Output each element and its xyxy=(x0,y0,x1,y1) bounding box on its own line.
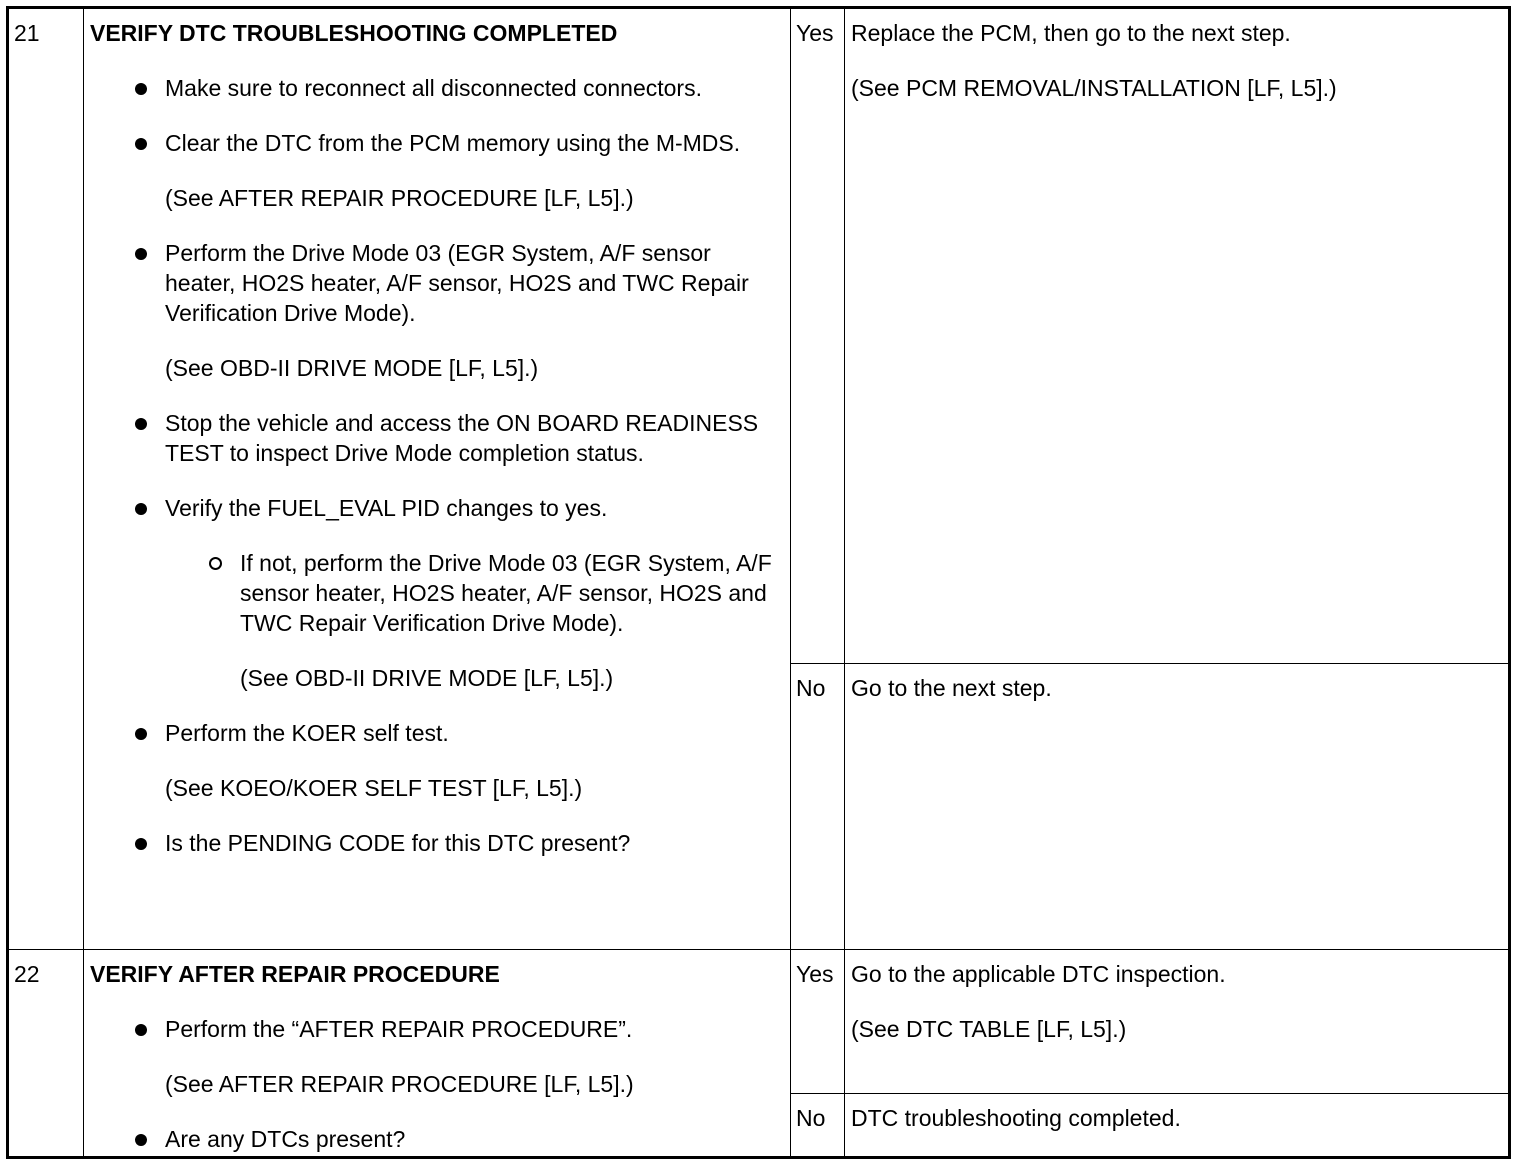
yes-result-cell xyxy=(845,8,1510,664)
sub-list xyxy=(165,548,782,693)
reference-note: (See PCM REMOVAL/INSTALLATION [LF, L5].) xyxy=(851,75,1337,101)
bullet-text: Verify the FUEL_EVAL PID changes to yes. xyxy=(165,495,608,521)
bullet-text: Perform the Drive Mode 03 (EGR System, A/F sensor heater, HO2S heater, A/F sensor, HO2S and TWC Repair Verification Drive Mode). xyxy=(165,240,749,326)
sub-bullet-text: If not, perform the Drive Mode 03 (EGR System, A/F sensor heater, HO2S heater, A/F sensor, HO2S and TWC Repair Verification Drive Mode). xyxy=(240,550,772,636)
action-list xyxy=(90,1014,782,1154)
list-item xyxy=(90,1014,782,1099)
no-label: No xyxy=(791,664,845,950)
procedure-table xyxy=(6,6,1511,1159)
yes-label: Yes xyxy=(791,8,845,664)
reference-note: (See DTC TABLE [LF, L5].) xyxy=(851,1016,1127,1042)
step-21-yes-row xyxy=(8,8,1510,664)
list-item xyxy=(90,493,782,693)
step-number: 22 xyxy=(8,950,84,1158)
yes-result-text: Replace the PCM, then go to the next step. xyxy=(851,20,1291,46)
reference-note: (See KOEO/KOER SELF TEST [LF, L5].) xyxy=(165,775,583,801)
reference-note: (See OBD-II DRIVE MODE [LF, L5].) xyxy=(240,665,614,691)
step-action-cell xyxy=(84,950,791,1158)
list-item xyxy=(90,408,782,468)
list-item xyxy=(90,238,782,383)
bullet-text: Is the PENDING CODE for this DTC present? xyxy=(165,830,631,856)
yes-result-text: Go to the applicable DTC inspection. xyxy=(851,961,1226,987)
bullet-text: Make sure to reconnect all disconnected connectors. xyxy=(165,75,702,101)
no-result-text: DTC troubleshooting completed. xyxy=(851,1105,1181,1131)
no-result-text: Go to the next step. xyxy=(851,675,1052,701)
bullet-text: Are any DTCs present? xyxy=(165,1126,406,1152)
bullet-text: Clear the DTC from the PCM memory using the M-MDS. xyxy=(165,130,741,156)
step-title: VERIFY AFTER REPAIR PROCEDURE xyxy=(90,961,500,987)
no-result-cell xyxy=(845,664,1510,950)
no-result-cell xyxy=(845,1094,1510,1158)
list-item xyxy=(90,73,782,103)
no-label: No xyxy=(791,1094,845,1158)
bullet-text: Stop the vehicle and access the ON BOARD READINESS TEST to inspect Drive Mode completion status. xyxy=(165,410,759,466)
sub-list-item xyxy=(165,548,782,693)
reference-note: (See AFTER REPAIR PROCEDURE [LF, L5].) xyxy=(165,1071,634,1097)
bullet-text: Perform the KOER self test. xyxy=(165,720,449,746)
step-number: 21 xyxy=(8,8,84,950)
list-item xyxy=(90,1124,782,1154)
reference-note: (See OBD-II DRIVE MODE [LF, L5].) xyxy=(165,355,539,381)
step-22-yes-row xyxy=(8,950,1510,1094)
step-action-cell xyxy=(84,8,791,950)
list-item xyxy=(90,128,782,213)
yes-result-cell xyxy=(845,950,1510,1094)
step-title: VERIFY DTC TROUBLESHOOTING COMPLETED xyxy=(90,20,618,46)
reference-note: (See AFTER REPAIR PROCEDURE [LF, L5].) xyxy=(165,185,634,211)
list-item xyxy=(90,718,782,803)
list-item xyxy=(90,828,782,858)
yes-label: Yes xyxy=(791,950,845,1094)
bullet-text: Perform the “AFTER REPAIR PROCEDURE”. xyxy=(165,1016,633,1042)
action-list xyxy=(90,73,782,858)
